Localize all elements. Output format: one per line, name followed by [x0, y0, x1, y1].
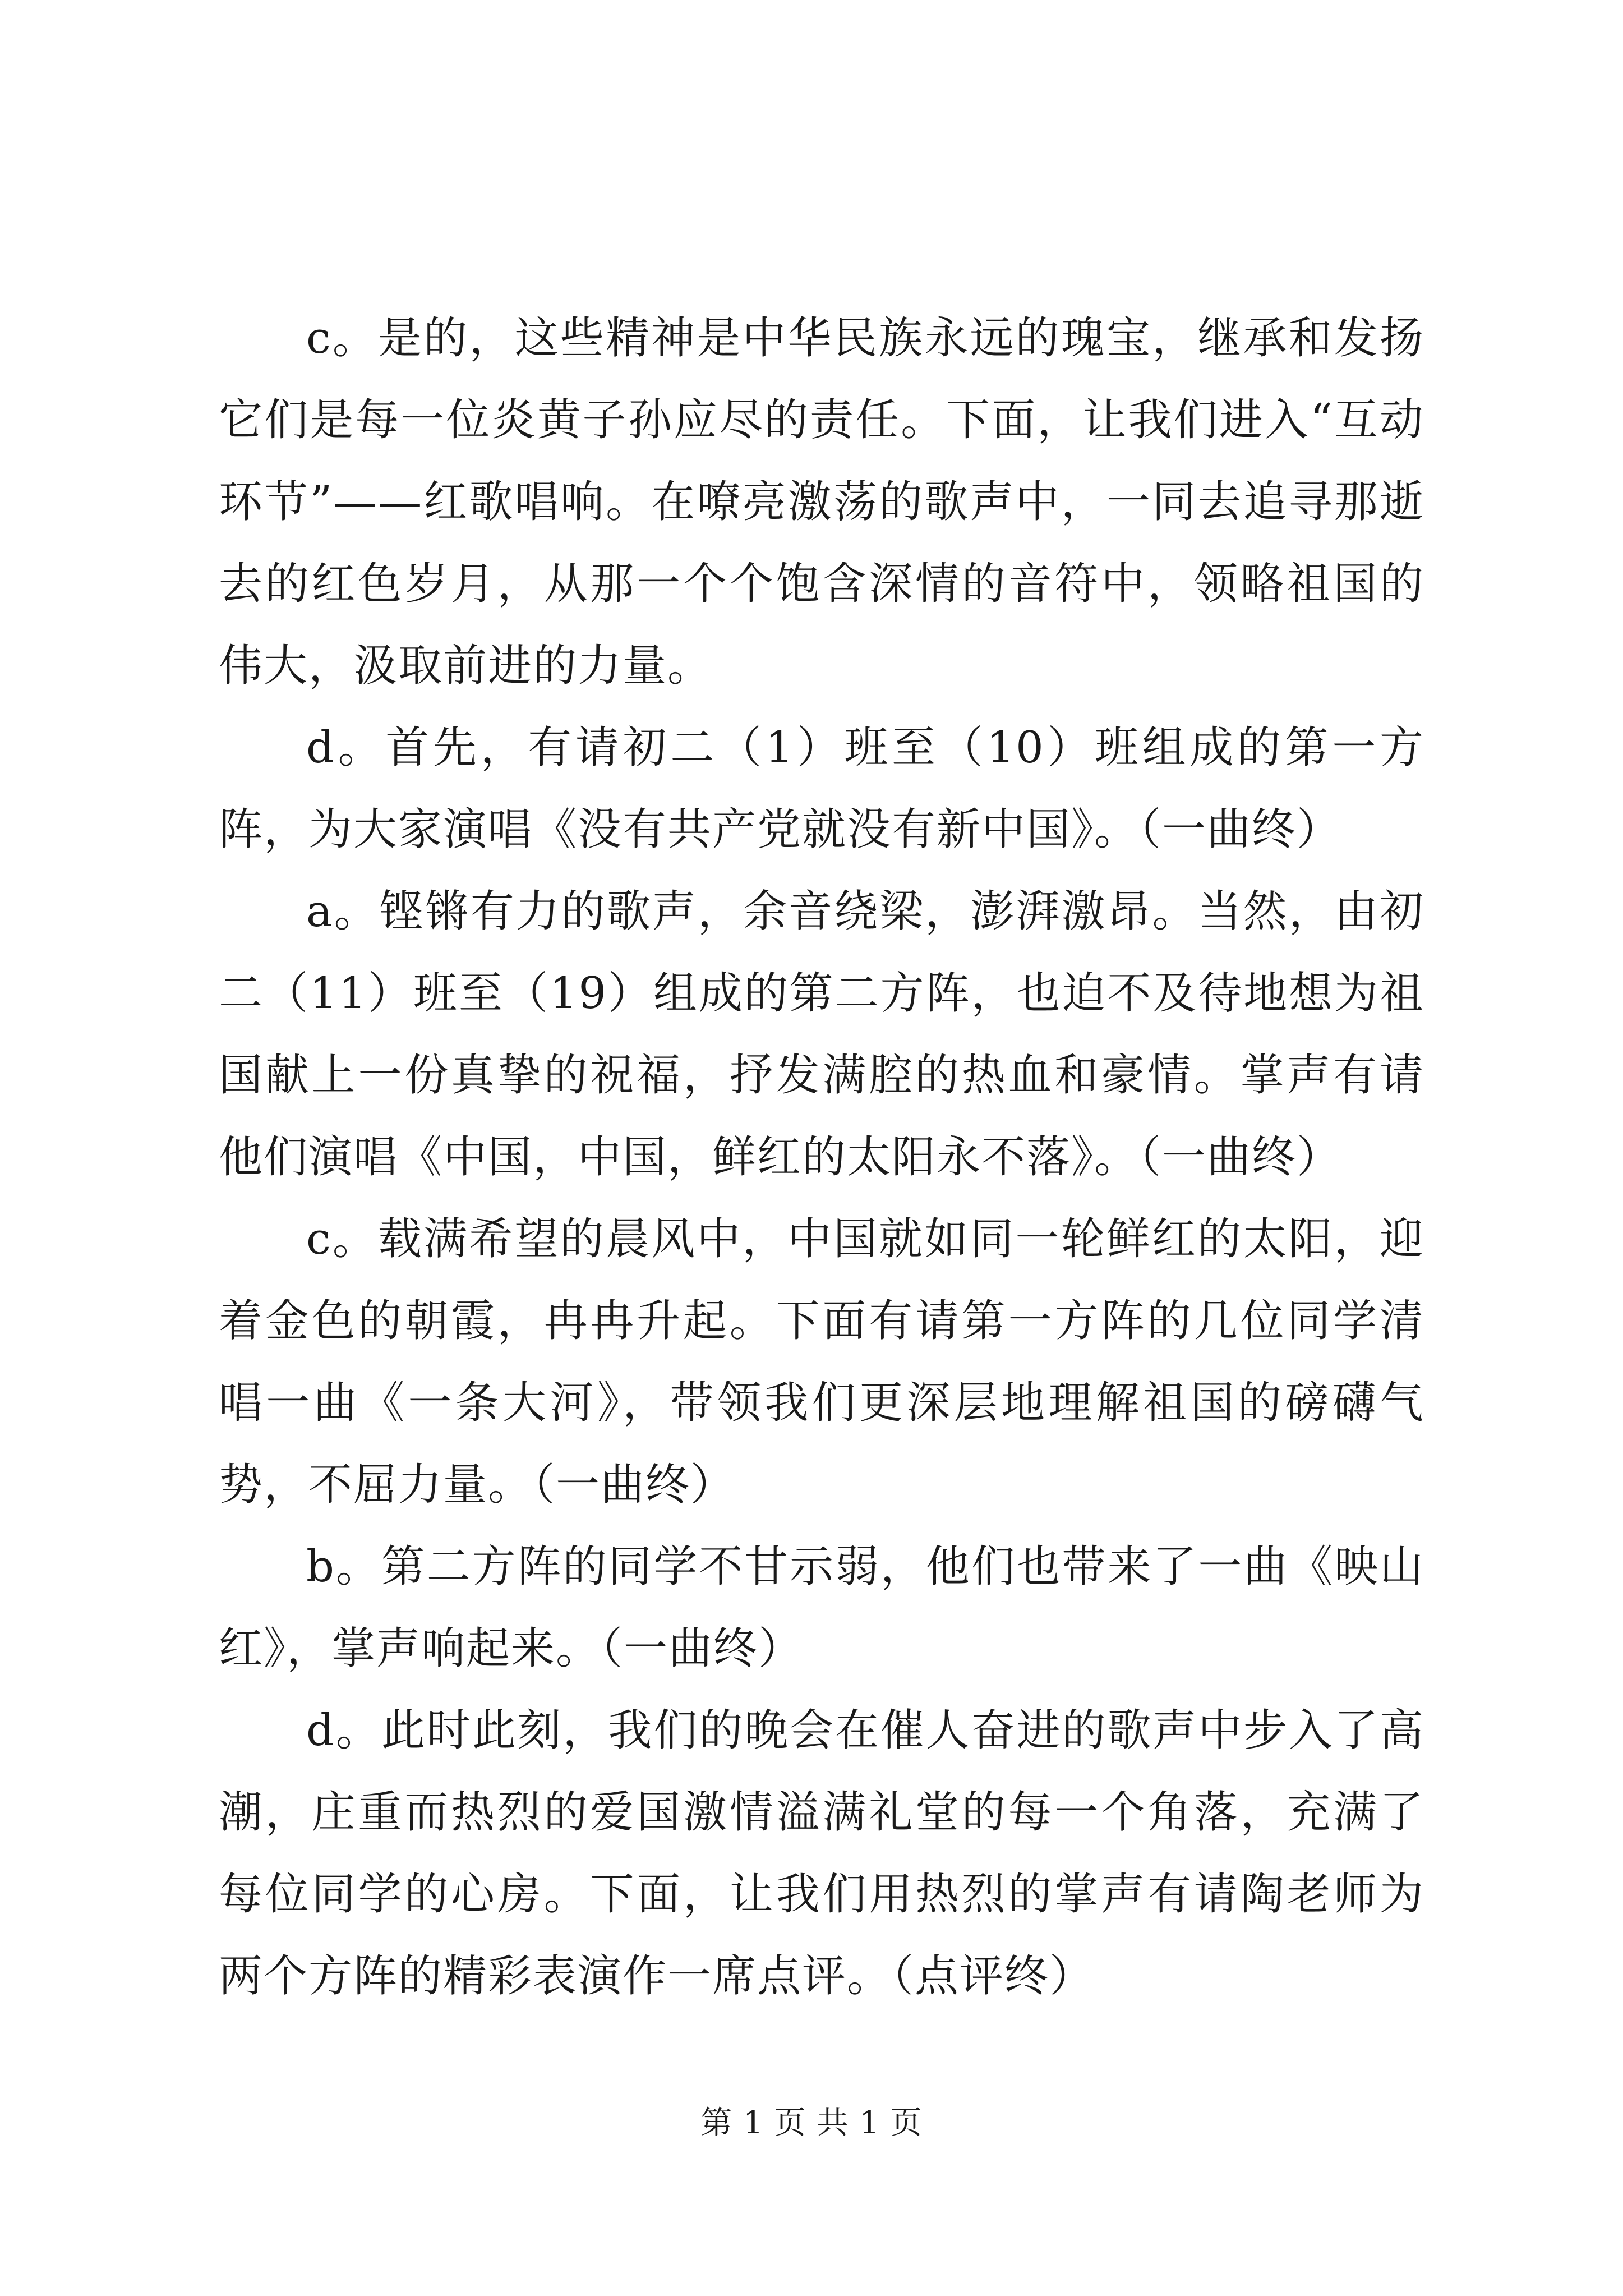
paragraph: c。载满希望的晨风中，中国就如同一轮鲜红的太阳，迎着金色的朝霞，冉冉升起。下面有请第一方阵的几位同学清唱一曲《一条大河》，带领我们更深层地理解祖国的磅礴气势，不屈力量。（一曲终）	[219, 1214, 1424, 1510]
document-body	[219, 297, 1424, 2017]
paragraph: b。第二方阵的同学不甘示弱，他们也带来了一曲《映山红》，掌声响起来。（一曲终）	[219, 1542, 1424, 1674]
paragraph: d。此时此刻，我们的晚会在催人奋进的歌声中步入了高潮，庄重而热烈的爱国激情溢满礼堂的每一个角落，充满了每位同学的心房。下面，让我们用热烈的掌声有请陶老师为两个方阵的精彩表演作一席点评。（点评终）	[219, 1705, 1424, 2001]
paragraph: d。首先，有请初二（1）班至（10）班组成的第一方阵，为大家演唱《没有共产党就没有新中国》。（一曲终）	[219, 723, 1424, 855]
paragraph: a。铿锵有力的歌声，余音绕梁，澎湃激昂。当然，由初二（11）班至（19）组成的第二方阵，也迫不及待地想为祖国献上一份真挚的祝福，抒发满腔的热血和豪情。掌声有请他们演唱《中国，中国，鲜红的太阳永不落》。（一曲终）	[219, 886, 1424, 1182]
paragraph: c。是的，这些精神是中华民族永远的瑰宝，继承和发扬它们是每一位炎黄子孙应尽的责任。下面，让我们进入“互动环节”——红歌唱响。在嘹亮激荡的歌声中，一同去追寻那逝去的红色岁月，从那一个个饱含深情的音符中，领略祖国的伟大，汲取前进的力量。	[219, 313, 1424, 691]
page-footer: 第 1 页 共 1 页	[700, 2105, 923, 2141]
